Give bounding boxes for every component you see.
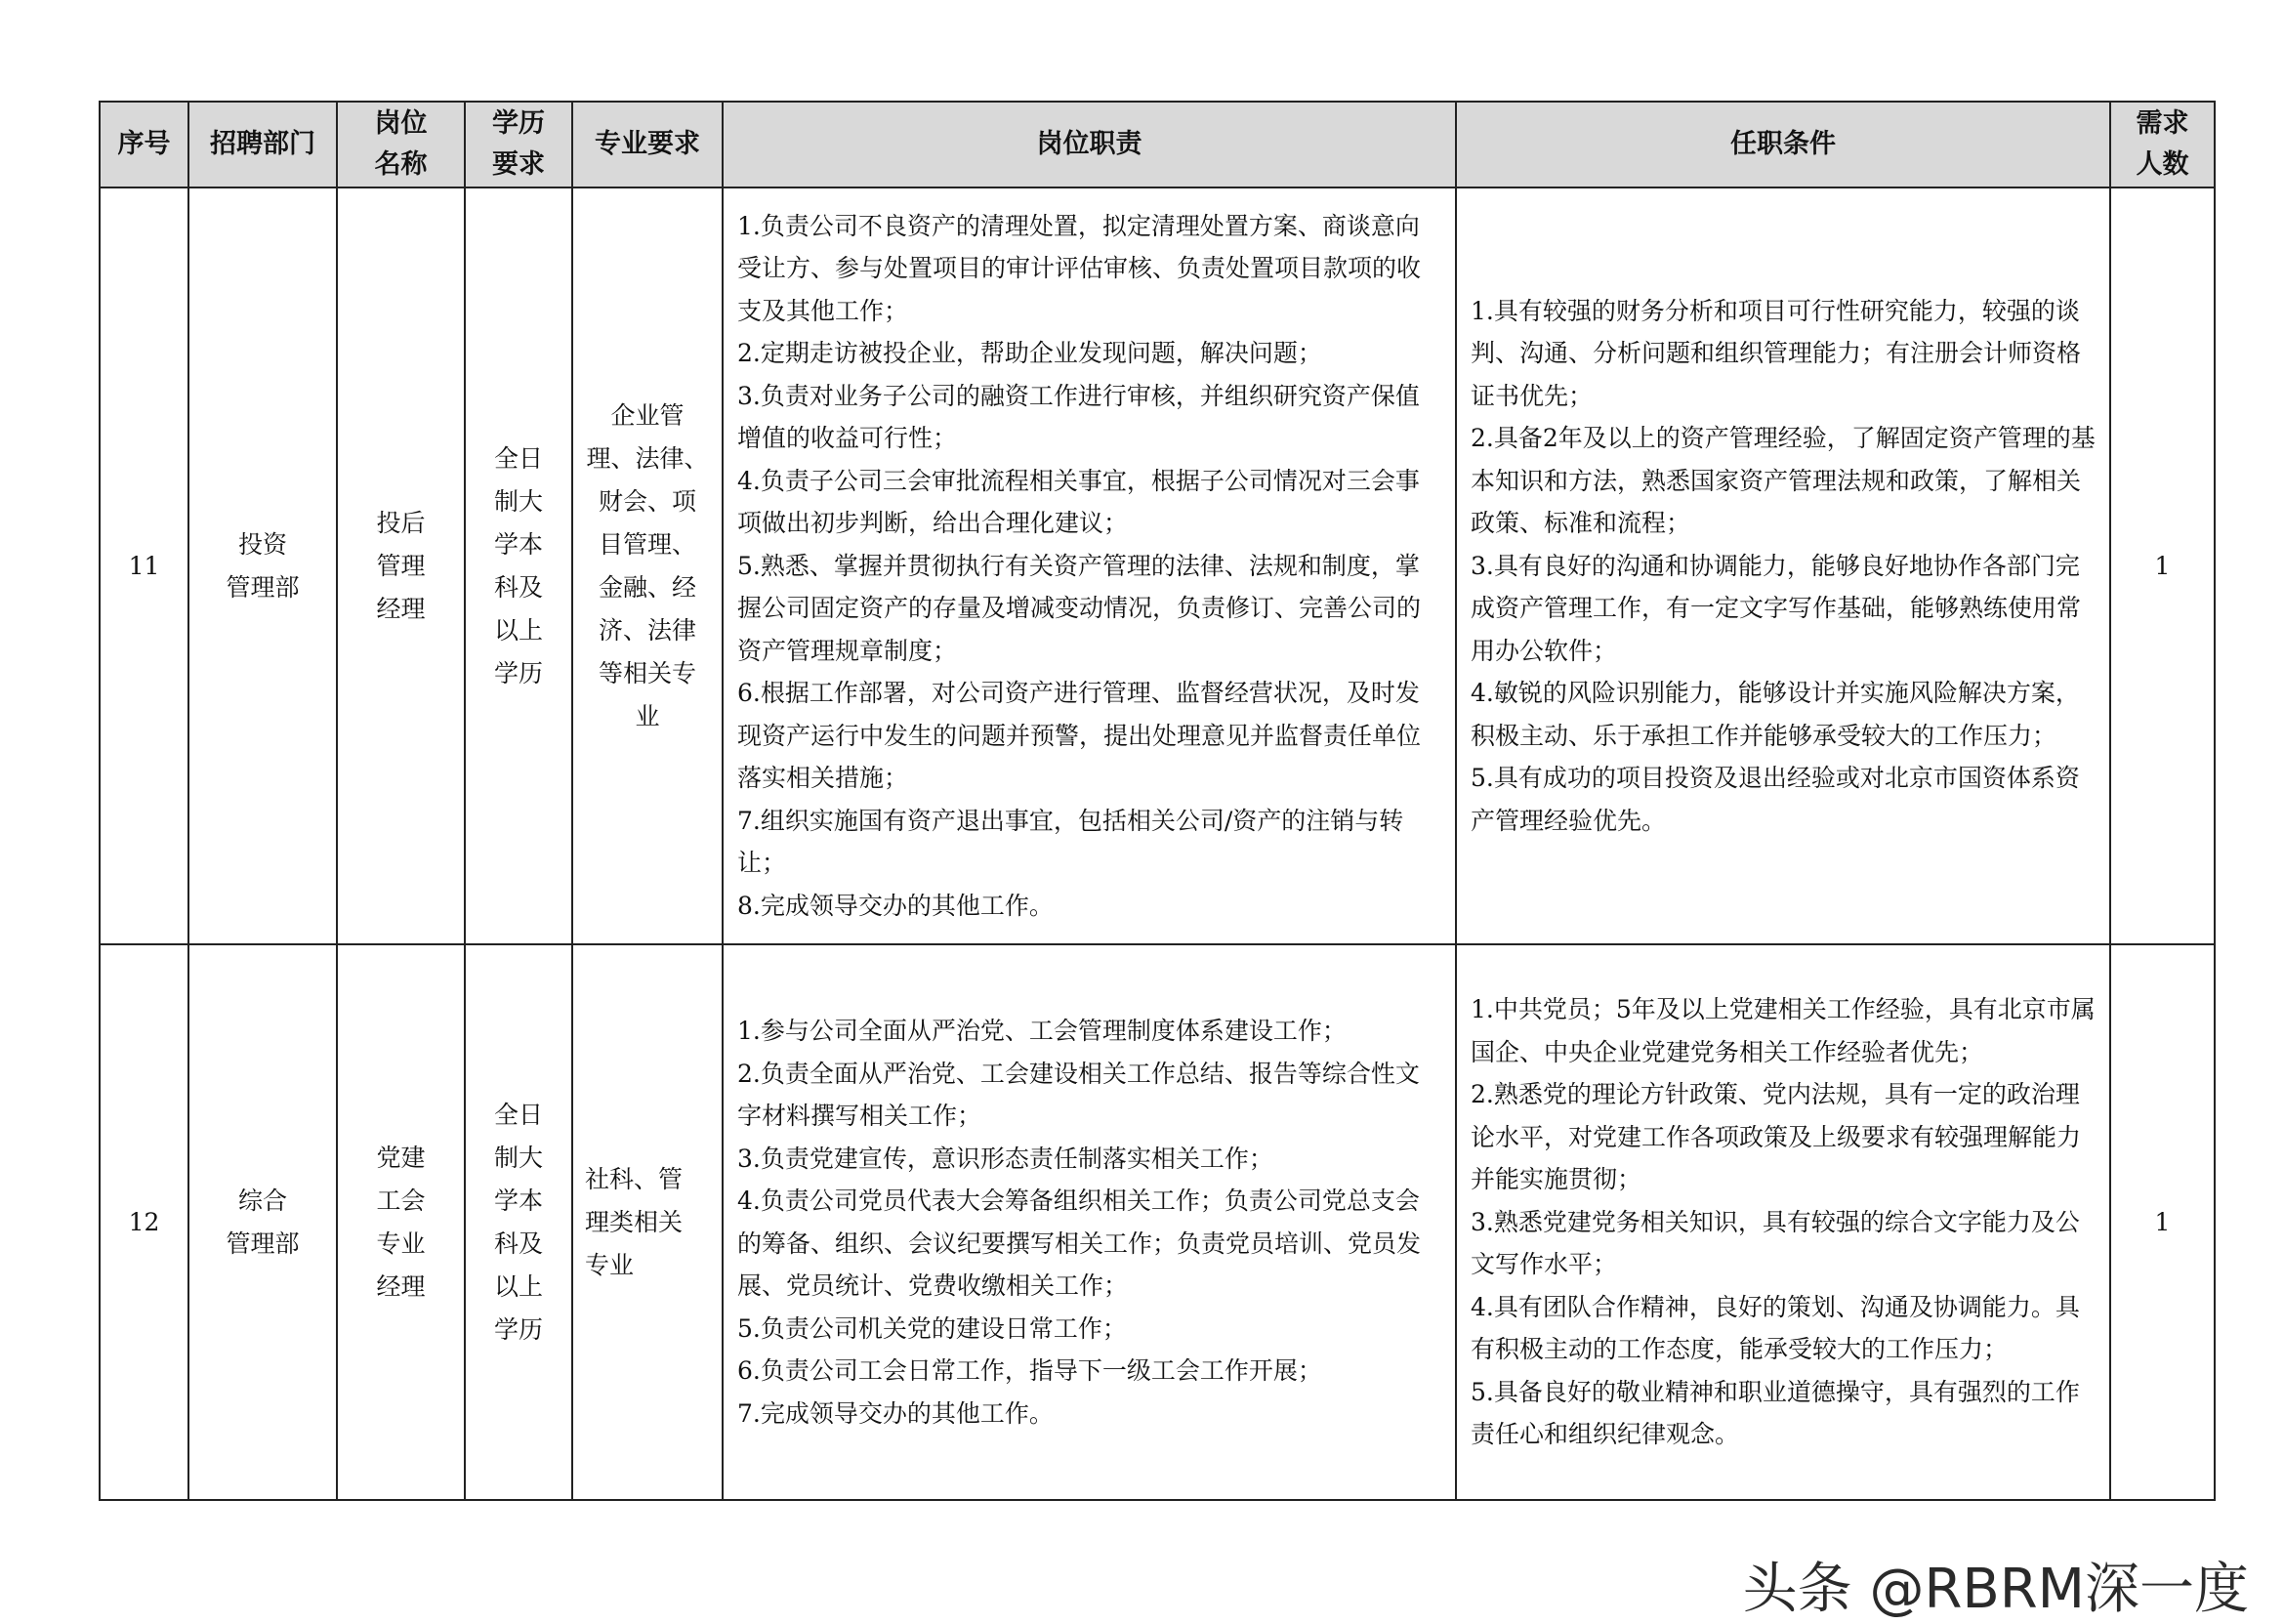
requirement-item: 1.中共党员；5年及以上党建相关工作经验，具有北京市属国企、中央企业党建党务相关工作经验者优先； — [1471, 995, 2096, 1066]
cell-requirements — [1456, 187, 2110, 944]
duty-item: 1.参与公司全面从严治党、工会管理制度体系建设工作； — [737, 1017, 1347, 1045]
duty-item: 4.负责公司党员代表大会筹备组织相关工作；负责公司党总支会的筹备、组织、会议纪要撰写相关工作；负责党员培训、党员发展、党员统计、党费收缴相关工作； — [737, 1187, 1422, 1300]
requirement-item: 5.具备良好的敬业精神和职业道德操守，具有强烈的工作责任心和组织纪律观念。 — [1471, 1377, 2080, 1449]
table-row — [100, 187, 2215, 944]
table-row — [100, 944, 2215, 1500]
header-department: 招聘部门 — [188, 102, 337, 187]
requirement-item: 3.具有良好的沟通和协调能力，能够良好地协作各部门完成资产管理工作，有一定文字写作基础，能够熟练使用常用办公软件； — [1471, 551, 2082, 665]
cell-headcount: 1 — [2110, 944, 2215, 1500]
watermark: 头条 @RBRM深一度 — [1742, 1558, 2249, 1621]
duty-item: 5.熟悉、掌握并贯彻执行有关资产管理的法律、法规和制度，掌握公司固定资产的存量及增减变动情况，负责修订、完善公司的资产管理规章制度； — [737, 551, 1422, 665]
duty-item: 7.完成领导交办的其他工作。 — [737, 1398, 1054, 1428]
header-education: 学历 要求 — [465, 102, 572, 187]
header-requirements: 任职条件 — [1456, 102, 2110, 187]
cell-department: 综合 管理部 — [188, 944, 337, 1500]
duty-item: 6.负责公司工会日常工作，指导下一级工会工作开展； — [737, 1356, 1322, 1385]
table-header-row — [100, 102, 2215, 187]
cell-serial-number: 11 — [100, 187, 188, 944]
duty-item: 6.根据工作部署，对公司资产进行管理、监督经营状况，及时发现资产运行中发生的问题并预警，提出处理意见并监督责任单位落实相关措施； — [737, 679, 1422, 793]
header-headcount: 需求 人数 — [2110, 102, 2215, 187]
cell-serial-number: 12 — [100, 944, 188, 1500]
header-duties: 岗位职责 — [723, 102, 1456, 187]
cell-major: 社科、管 理类相关 专业 — [572, 944, 723, 1500]
duty-item: 5.负责公司机关党的建设日常工作； — [737, 1313, 1127, 1343]
duty-item: 2.负责全面从严治党、工会建设相关工作总结、报告等综合性文字材料撰写相关工作； — [737, 1059, 1420, 1130]
recruitment-table — [99, 101, 2216, 1501]
requirement-item: 3.熟悉党建党务相关知识，具有较强的综合文字能力及公文写作水平； — [1471, 1207, 2080, 1279]
requirement-item: 4.具有团队合作精神，良好的策划、沟通及协调能力。具有积极主动的工作态度，能承受较大的工作压力； — [1471, 1292, 2080, 1364]
duty-item: 8.完成领导交办的其他工作。 — [737, 891, 1054, 920]
requirement-item: 2.熟悉党的理论方针政策、党内法规，具有一定的政治理论水平，对党建工作各项政策及上级要求有较强理解能力并能实施贯彻； — [1471, 1080, 2082, 1194]
cell-department: 投资 管理部 — [188, 187, 337, 944]
cell-headcount: 1 — [2110, 187, 2215, 944]
duty-item: 1.负责公司不良资产的清理处置，拟定清理处置方案、商谈意向受让方、参与处置项目的审计评估审核、负责处置项目款项的收支及其他工作； — [737, 211, 1422, 325]
cell-duties — [723, 944, 1456, 1500]
cell-duties — [723, 187, 1456, 944]
cell-education: 全日 制大 学本 科及 以上 学历 — [465, 187, 572, 944]
duty-item: 3.负责党建宣传，意识形态责任制落实相关工作； — [737, 1144, 1273, 1173]
requirement-item: 4.敏锐的风险识别能力，能够设计并实施风险解决方案，积极主动、乐于承担工作并能够承受较大的工作压力； — [1471, 679, 2080, 750]
header-major: 专业要求 — [572, 102, 723, 187]
requirement-item: 2.具备2年及以上的资产管理经验，了解固定资产管理的基本知识和方法，熟悉国家资产管理法规和政策，了解相关政策、标准和流程； — [1471, 424, 2096, 538]
header-position-name: 岗位 名称 — [337, 102, 465, 187]
duty-item: 2.定期走访被投企业，帮助企业发现问题，解决问题； — [737, 339, 1322, 368]
duty-item: 3.负责对业务子公司的融资工作进行审核，并组织研究资产保值增值的收益可行性； — [737, 381, 1420, 453]
duty-item: 4.负责子公司三会审批流程相关事宜，根据子公司情况对三会事项做出初步判断，给出合理化建议； — [737, 466, 1420, 538]
duty-item: 7.组织实施国有资产退出事宜，包括相关公司/资产的注销与转让； — [737, 806, 1404, 878]
cell-major: 企业管 理、法律、 财会、项 目管理、 金融、经 济、法律 等相关专 业 — [572, 187, 723, 944]
cell-education: 全日 制大 学本 科及 以上 学历 — [465, 944, 572, 1500]
cell-position-name: 投后 管理 经理 — [337, 187, 465, 944]
cell-requirements — [1456, 944, 2110, 1500]
requirement-item: 1.具有较强的财务分析和项目可行性研究能力，较强的谈判、沟通、分析问题和组织管理能力；有注册会计师资格证书优先； — [1471, 296, 2082, 410]
requirement-item: 5.具有成功的项目投资及退出经验或对北京市国资体系资产管理经验优先。 — [1471, 764, 2080, 835]
cell-position-name: 党建 工会 专业 经理 — [337, 944, 465, 1500]
header-serial-number: 序号 — [100, 102, 188, 187]
